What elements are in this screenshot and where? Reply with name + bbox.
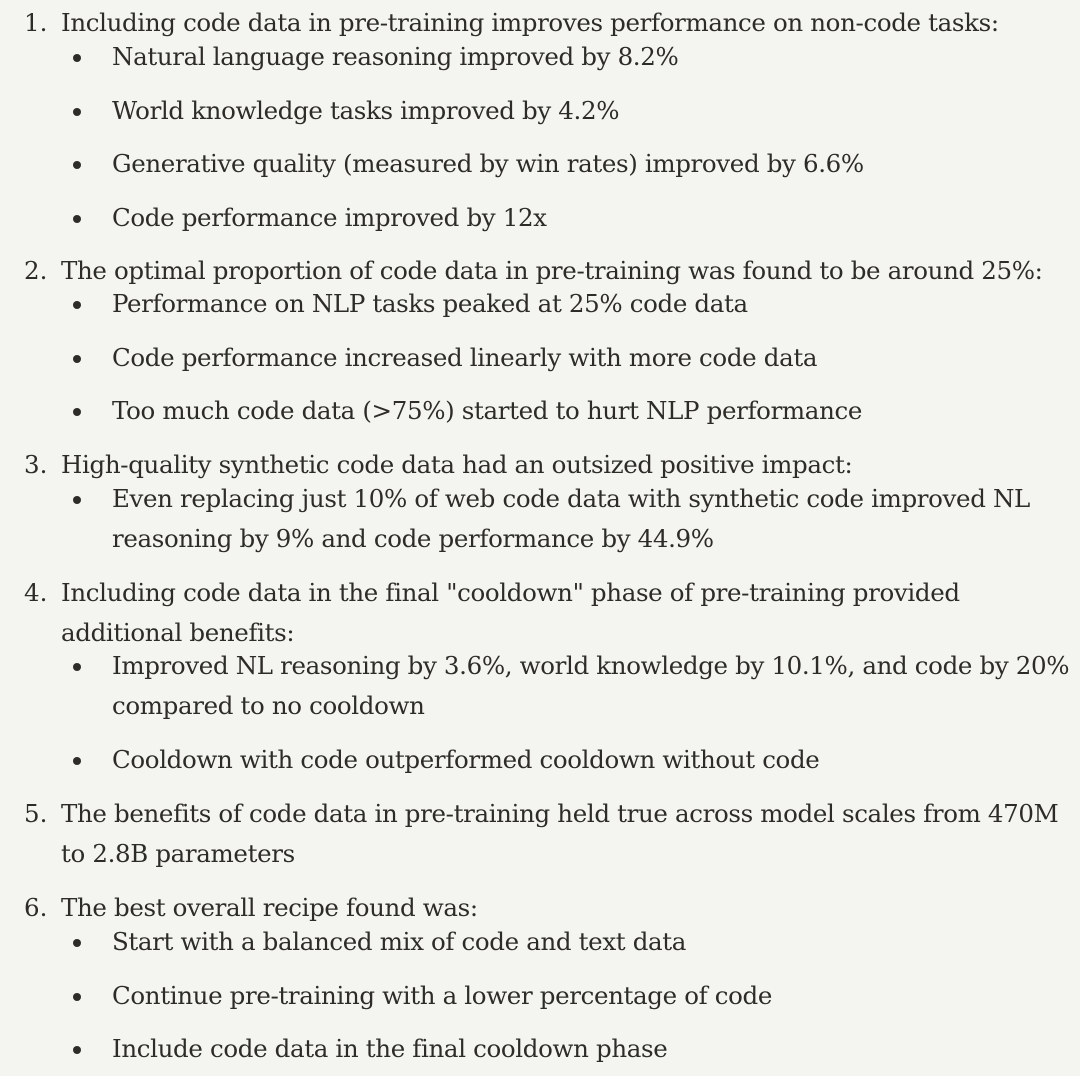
bullet-text: Generative quality (measured by win rates) improved by 6.6% [112, 149, 864, 178]
bullet-text: Code performance improved by 12x [112, 203, 547, 232]
bullet-dot-icon [73, 301, 81, 309]
bullet-dot-icon [73, 355, 81, 363]
bullet-text: Cooldown with code outperformed cooldown without code [112, 745, 820, 774]
finding-2-text: The optimal proportion of code data in pre-training was found to be around 25%: [61, 256, 1043, 285]
bullet-dot-icon [73, 54, 81, 62]
finding-4-number: 4. [24, 578, 48, 607]
bullet-text: Start with a balanced mix of code and text data [112, 927, 687, 956]
finding-6-number: 6. [24, 893, 48, 922]
finding-4-text: Including code data in the final "cooldown" phase of pre-training provided additional benefits: [61, 578, 960, 647]
bullet-dot-icon [73, 757, 81, 765]
bullet-text: Continue pre-training with a lower percentage of code [112, 981, 773, 1010]
bullet-text: Code performance increased linearly with more code data [112, 343, 818, 372]
finding-3-text: High-quality synthetic code data had an outsized positive impact: [61, 450, 853, 479]
bullet-dot-icon [73, 408, 81, 416]
bullet-dot-icon [73, 161, 81, 169]
bullet-dot-icon [73, 1046, 81, 1054]
finding-5-text: The benefits of code data in pre-training held true across model scales from 470M to 2.8B parameters [61, 799, 1059, 868]
bullet-text: Too much code data (>75%) started to hurt NLP performance [112, 396, 863, 425]
bullet-dot-icon [73, 939, 81, 947]
finding-1-text: Including code data in pre-training improves performance on non-code tasks: [61, 8, 999, 37]
finding-1-number: 1. [24, 8, 48, 37]
bullet-text: Improved NL reasoning by 3.6%, world knowledge by 10.1%, and code by 20% compared to no cooldown [112, 651, 1070, 720]
bullet-dot-icon [73, 496, 81, 504]
bullet-dot-icon [73, 663, 81, 671]
bullet-text: Natural language reasoning improved by 8.2% [112, 42, 679, 71]
bullet-text: Include code data in the final cooldown phase [112, 1034, 668, 1063]
bullet-text: Even replacing just 10% of web code data with synthetic code improved NL reasoning by 9% and code performance by 44.9% [112, 484, 1030, 553]
finding-6-text: The best overall recipe found was: [61, 893, 478, 922]
bullet-dot-icon [73, 993, 81, 1001]
bullet-text: Performance on NLP tasks peaked at 25% code data [112, 289, 748, 318]
bullet-dot-icon [73, 215, 81, 223]
finding-2-number: 2. [24, 256, 48, 285]
finding-5-number: 5. [24, 799, 48, 828]
bullet-dot-icon [73, 108, 81, 116]
bullet-text: World knowledge tasks improved by 4.2% [112, 96, 620, 125]
finding-3-number: 3. [24, 450, 48, 479]
